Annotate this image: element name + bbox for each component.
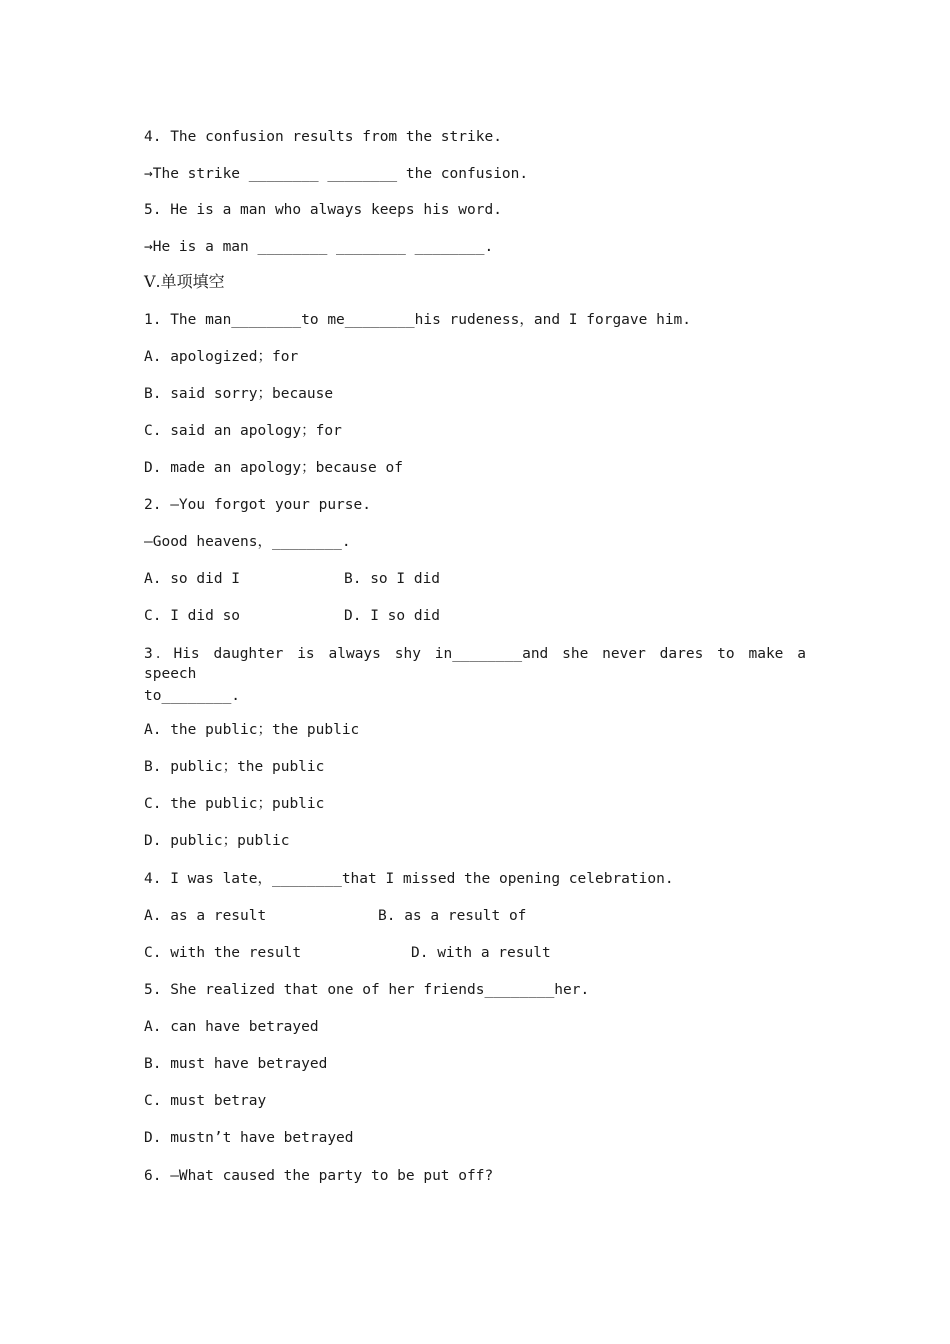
mc-q4-option-a: A. as a result [144,908,267,924]
mc-q3-option-d: D. public；public [144,833,290,849]
mc-q4-option-d: D. with a result [411,945,551,961]
mc-q3-option-c: C. the public；public [144,796,325,812]
mc-q4-stem: 4. I was late，________that I missed the opening celebration. [144,871,674,887]
mc-q3-option-a: A. the public；the public [144,722,360,738]
section-title: Ⅴ.单项填空 [144,272,225,291]
mc-q5-option-d: D. mustn’t have betrayed [144,1130,354,1146]
mc-q5-option-a: A. can have betrayed [144,1019,319,1035]
mc-q1-stem: 1. The man________to me________his rudeness，and I forgave him. [144,312,692,328]
mc-q5-stem: 5. She realized that one of her friends________her. [144,982,590,998]
rewrite-answer-4: →The strike ________ ________ the confusion. [144,166,529,182]
mc-q3-stem: 3．His daughter is always shy in________and she never dares to make a speech [144,646,806,682]
mc-q1-option-b: B. said sorry；because [144,386,334,402]
mc-q4-option-c: C. with the result [144,945,302,961]
mc-q1-option-c: C. said an apology；for [144,423,342,439]
rewrite-question-4: 4. The confusion results from the strike. [144,129,502,145]
mc-q4-option-b: B. as a result of [378,908,527,924]
mc-q2-stem-reply: —Good heavens，________. [144,534,351,550]
mc-q1-option-a: A. apologized；for [144,349,299,365]
mc-q2-option-b: B. so I did [344,571,441,587]
mc-q5-option-c: C. must betray [144,1093,267,1109]
mc-q2-option-d: D. I so did [344,608,441,624]
mc-q5-option-b: B. must have betrayed [144,1056,328,1072]
mc-q2-option-c: C. I did so [144,608,241,624]
rewrite-answer-5: →He is a man ________ ________ ________. [144,239,494,255]
mc-q2-stem: 2. —You forgot your purse. [144,497,371,513]
mc-q3-stem-continued: to________. [144,688,241,704]
mc-q6-stem: 6. —What caused the party to be put off? [144,1168,494,1184]
mc-q3-option-b: B. public；the public [144,759,325,775]
mc-q2-option-a: A. so did I [144,571,241,587]
mc-q1-option-d: D. made an apology；because of [144,460,403,476]
rewrite-question-5: 5. He is a man who always keeps his word. [144,202,502,218]
